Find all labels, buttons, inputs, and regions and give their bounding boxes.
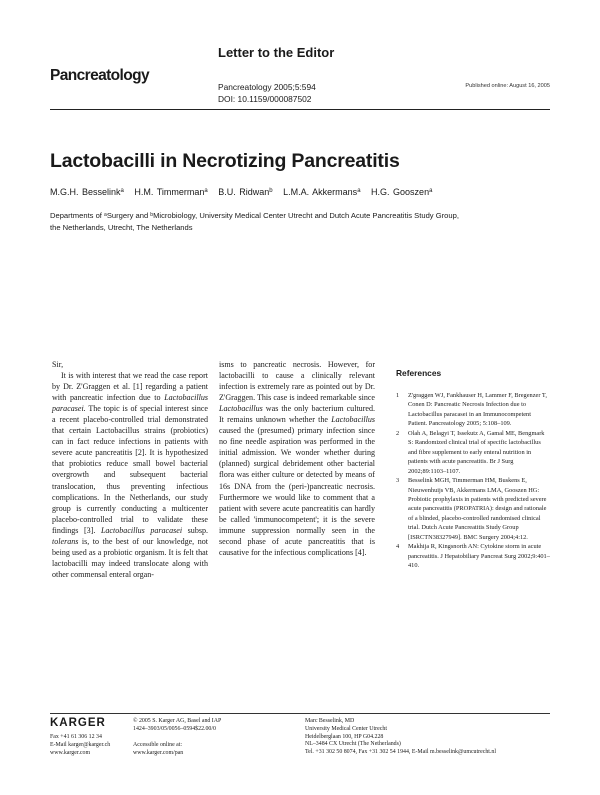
- section-label: Letter to the Editor: [218, 45, 335, 60]
- references-section: [396, 368, 551, 571]
- author-list: [50, 187, 439, 197]
- copyright-block: [133, 718, 221, 734]
- references-heading: References: [396, 368, 442, 378]
- published-date: Published online: August 16, 2005: [465, 83, 550, 89]
- reference-item: 4 Makhija R, Kingsnorth AN: Cytokine storm in acute pancreatitis. J Hepatobiliary Pancreat Surg 2002;9:401–410.: [396, 543, 550, 570]
- journal-logo: Pancreatology: [50, 67, 150, 84]
- author: H.M. Timmerman$^a$: [134, 187, 208, 197]
- article-title: Lactobacilli in Necrotizing Pancreatitis: [50, 150, 400, 172]
- copyright-notice: © 2005 S. Karger AG, Basel and IAP: [133, 718, 222, 724]
- reference-item: 2 Olah A, Belagyi T, Issekutz A, Gamal ME, Bengmark S: Randomized clinical trial of specific lactobacillus and fibre supplement to early enteral nutrition in patients with acute pancreatitis. Br J Surg 2002;89:1103–1107.: [396, 429, 545, 475]
- publisher-logo: KARGER: [50, 717, 106, 729]
- header-rule: [50, 109, 550, 110]
- footer-rule: [50, 713, 550, 714]
- online-label: Accessible online at:: [133, 742, 183, 748]
- publisher-fax: Fax +41 61 306 12 34: [50, 734, 102, 740]
- body-paragraph: It is with interest that we read the case report by Dr. Z'Graggen et al. [1] regarding a patient with pancreatic infection due to Lactobacillus paracasei. The topic is of special interest since a recent placebo-controlled trial demonstrated that certain Lactobacillus strains (probiotics) can in fact reduce infections in patients with severe acute pancreatitis [2]. It is hypothesized that probiotics reduce small bowel bacterial overgrowth and subsequent bacterial translocation, thus preventing infectious complications. In the Netherlands, our study group is currently conducting a multicenter placebo-controlled trial to validate these findings [3]. Lactobacillus paracasei subsp. tolerans is, to the best of our knowledge, not being used as a probiotic organism. It is felt that lactobacilli may indeed translocate along with other commensal enteral organ-: [52, 371, 209, 579]
- citation-block: [218, 82, 316, 105]
- correspondence-institution: University Medical Center Utrecht: [305, 725, 387, 732]
- body-paragraph-continued: isms to pancreatic necrosis. However, for lactobacilli to cause a clinically relevant infection is extremely rare as pointed out by Dr. Z'Graggen. This case is indeed remarkable since Lactobacillus was the only bacterium cultured. It remains unknown whether the Lactobacillus caused the (presumed) primary infection since no fine needle aspiration was performed in the initial admission. We wonder whether during (planned) surgical debridement other bacterial flora was either culture or detected by means of 16s DNA from the (peri-)pancreatic necrosis. Furthermore we would like to comment that a patient with severe acute pancreatitis can hardly be called 'immunocompetent'; it is the severe immune suppression normally seen in the second phase of acute pancreatitis that is causative for the infectious complications [4].: [219, 360, 375, 557]
- author: L.M.A. Akkermans$^a$: [283, 187, 361, 197]
- correspondence-name: Marc Besselink, MD: [305, 718, 355, 724]
- body-column-1: [52, 359, 208, 580]
- citation-doi: DOI: 10.1159/000087502: [218, 93, 312, 104]
- reference-item: 1 Z'graggen WJ, Fankhauser H, Lammer F, Bregenzer T, Conen D: Pancreatic Necrosis Infection due to Lactobacillus paracasei in an Immunocompetent Patient. Pancreatology 2005; 5:108–109.: [396, 392, 547, 428]
- correspondence-address: [305, 718, 496, 757]
- author: M.G.H. Besselink$^a$: [50, 187, 124, 197]
- body-column-2: [219, 359, 375, 558]
- salutation: Sir,: [52, 360, 64, 369]
- publisher-email[interactable]: E-Mail karger@karger.ch: [50, 741, 111, 748]
- author: B.U. Ridwan$^b$: [218, 187, 273, 197]
- citation-volume: Pancreatology 2005;5:594: [218, 82, 316, 92]
- publisher-website[interactable]: www.karger.com: [50, 749, 91, 756]
- correspondence-street: Heidelberglaan 100, HP G04.228: [305, 733, 384, 740]
- online-access: [133, 742, 183, 758]
- publisher-contact: [50, 734, 110, 757]
- author: H.G. Gooszen$^a$: [371, 187, 433, 197]
- correspondence-contact[interactable]: Tel. +31 302 50 8074, Fax +31 302 54 1944, E-Mail m.besselink@umcutrecht.nl: [305, 749, 496, 756]
- affiliation: Departments of $^a$Surgery and $^b$Microbiology, University Medical Center Utrecht and Dutch Acute Pancreatitis Study Group, the Netherlands, Utrecht, The Netherlands: [50, 211, 459, 232]
- correspondence-city: NL–3484 CX Utrecht (The Netherlands): [305, 741, 401, 748]
- reference-item: 3 Besselink MGH, Timmerman HM, Buskens E, Nieuwenhuijs VB, Akkermans LMA, Gooszen HG: Probiotic prophylaxis in patients with predicted severe acute pancreatitis (PROPATRIA): design and rationale of a blinded, placebo-controlled randomised clinical trial. Dutch Acute Pancreatitis Study Group [ISRCTN38327949]. BMC Surgery 2004;4:12.: [396, 477, 547, 541]
- online-url[interactable]: www.karger.com/pan: [133, 749, 184, 756]
- issn: 1424–3903/05/0056–0594$22.00/0: [133, 725, 216, 732]
